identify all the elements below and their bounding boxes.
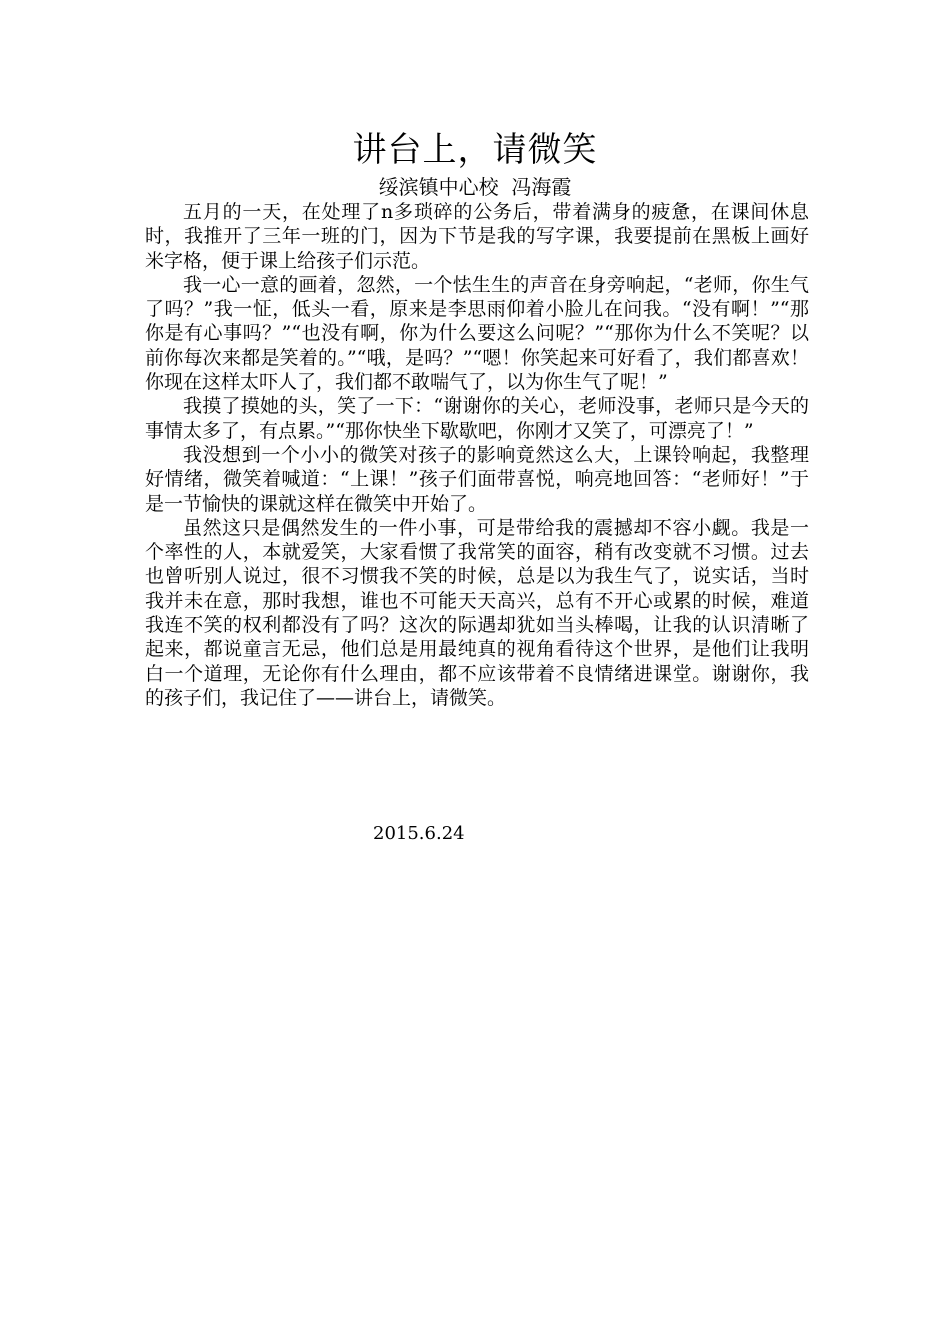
paragraph-2: 我一心一意的画着，忽然，一个怯生生的声音在身旁响起，“老师，你生气了吗？”我一怔，低头一看，原来是李思雨仰着小脸儿在问我。“没有啊！”“那你是有心事吗？”“也没有啊，你为什么要这么问呢？”“那你为什么不笑呢？以前你每次来都是笑着的。”“哦，是吗？”“嗯！你笑起来可好看了，我们都喜欢！你现在这样太吓人了，我们都不敢喘气了，以为你生气了呢！” — [145, 273, 809, 394]
author-byline: 绥滨镇中心校 冯海霞 — [378, 175, 572, 199]
document-title: 讲台上，请微笑 — [352, 130, 598, 170]
paragraph-4: 我没想到一个小小的微笑对孩子的影响竟然这么大，上课铃响起，我整理好情绪，微笑着喊道：“上课！”孩子们面带喜悦，响亮地回答：“老师好！”于是一节愉快的课就这样在微笑中开始了。 — [145, 443, 809, 515]
document-date: 2015.6.24 — [373, 823, 465, 844]
paragraph-1: 五月的一天，在处理了n多琐碎的公务后，带着满身的疲惫，在课间休息时，我推开了三年一班的门，因为下节是我的写字课，我要提前在黑板上画好米字格，便于课上给孩子们示范。 — [145, 201, 809, 272]
article-body — [145, 200, 809, 710]
paragraph-5: 虽然这只是偶然发生的一件小事，可是带给我的震撼却不容小觑。我是一个率性的人，本就爱笑，大家看惯了我常笑的面容，稍有改变就不习惯。过去也曾听别人说过，很不习惯我不笑的时候，总是以为我生气了，说实话，当时我并未在意，那时我想，谁也不可能天天高兴，总有不开心或累的时候，难道我连不笑的权利都没有了吗？这次的际遇却犹如当头棒喝，让我的认识清晰了起来，都说童言无忌，他们总是用最纯真的视角看待这个世界，是他们让我明白一个道理，无论你有什么理由，都不应该带着不良情绪进课堂。谢谢你，我的孩子们，我记住了——讲台上，请微笑。 — [145, 516, 809, 709]
paragraph-3: 我摸了摸她的头，笑了一下：“谢谢你的关心，老师没事，老师只是今天的事情太多了，有点累。”“那你快坐下歇歇吧，你刚才又笑了，可漂亮了！” — [145, 395, 809, 442]
